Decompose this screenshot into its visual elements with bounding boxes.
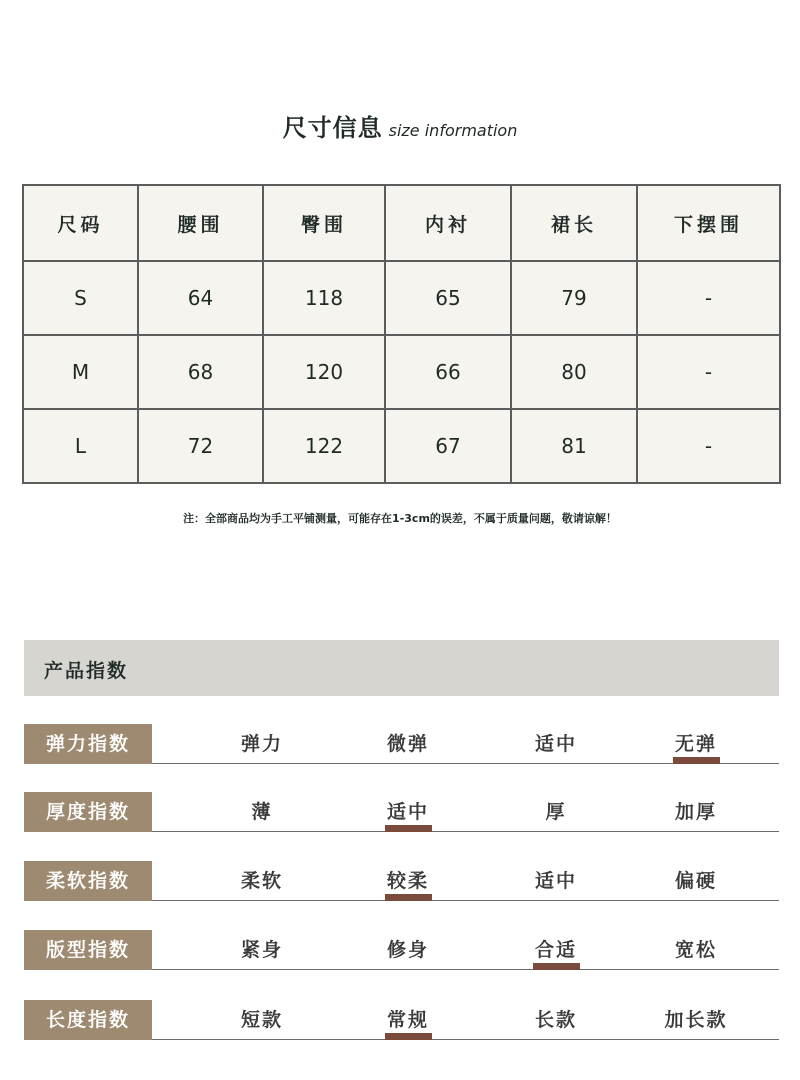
- index-label: 版型指数: [24, 930, 152, 970]
- cell-skirt-length: 81: [511, 409, 637, 483]
- index-row: [24, 724, 779, 764]
- index-option: 适中: [386, 801, 429, 823]
- cell-waist: 72: [138, 409, 263, 483]
- cell-hem: -: [637, 261, 780, 335]
- header-size: 尺码: [23, 185, 138, 261]
- cell-skirt-length: 79: [511, 261, 637, 335]
- cell-hip: 122: [263, 409, 385, 483]
- index-option: 短款: [240, 1009, 283, 1031]
- index-option: 弹力: [240, 733, 283, 755]
- measurement-note: 注：全部商品均为手工平铺测量，可能存在1-3cm的误差，不属于质量问题，敬请谅解！: [183, 512, 617, 525]
- product-index-heading: 产品指数: [44, 660, 129, 682]
- index-option: 厚: [545, 801, 567, 823]
- index-row: [24, 930, 779, 970]
- index-option: 微弹: [386, 733, 429, 755]
- index-label: 柔软指数: [24, 861, 152, 901]
- cell-hem: -: [637, 335, 780, 409]
- index-option: 薄: [251, 801, 273, 823]
- cell-size: S: [23, 261, 138, 335]
- index-option: 加长款: [664, 1009, 728, 1031]
- cell-lining: 65: [385, 261, 511, 335]
- index-option: 偏硬: [674, 870, 717, 892]
- size-table-header-row: [23, 185, 780, 261]
- size-info-title: [0, 108, 800, 143]
- index-option: 合适: [534, 939, 577, 961]
- selected-marker: [385, 894, 432, 901]
- index-row: [24, 792, 779, 832]
- table-row: [23, 409, 780, 483]
- table-row: [23, 261, 780, 335]
- title-en: size information: [388, 121, 518, 140]
- header-hem: 下摆围: [637, 185, 780, 261]
- table-row: [23, 335, 780, 409]
- index-option: 修身: [386, 939, 429, 961]
- index-option: 适中: [534, 733, 577, 755]
- selected-marker: [385, 1033, 432, 1040]
- cell-hem: -: [637, 409, 780, 483]
- header-waist: 腰围: [138, 185, 263, 261]
- title-cn: 尺寸信息: [282, 114, 383, 142]
- cell-size: L: [23, 409, 138, 483]
- index-label: 弹力指数: [24, 724, 152, 764]
- selected-marker: [673, 757, 720, 764]
- header-skirt-length: 裙长: [511, 185, 637, 261]
- index-option: 长款: [534, 1009, 577, 1031]
- cell-waist: 64: [138, 261, 263, 335]
- cell-size: M: [23, 335, 138, 409]
- header-hip: 臀围: [263, 185, 385, 261]
- header-lining: 内衬: [385, 185, 511, 261]
- size-table: [22, 184, 781, 484]
- cell-hip: 120: [263, 335, 385, 409]
- index-option: 适中: [534, 870, 577, 892]
- selected-marker: [533, 963, 580, 970]
- cell-waist: 68: [138, 335, 263, 409]
- index-row: [24, 861, 779, 901]
- index-option: 宽松: [674, 939, 717, 961]
- product-index-banner: [24, 640, 779, 696]
- index-label: 厚度指数: [24, 792, 152, 832]
- index-option: 紧身: [240, 939, 283, 961]
- cell-lining: 66: [385, 335, 511, 409]
- index-option: 柔软: [240, 870, 283, 892]
- selected-marker: [385, 825, 432, 832]
- index-label: 长度指数: [24, 1000, 152, 1040]
- cell-hip: 118: [263, 261, 385, 335]
- index-option: 常规: [386, 1009, 429, 1031]
- index-row: [24, 1000, 779, 1040]
- index-option: 较柔: [386, 870, 429, 892]
- cell-lining: 67: [385, 409, 511, 483]
- cell-skirt-length: 80: [511, 335, 637, 409]
- index-option: 无弹: [674, 733, 717, 755]
- index-option: 加厚: [674, 801, 717, 823]
